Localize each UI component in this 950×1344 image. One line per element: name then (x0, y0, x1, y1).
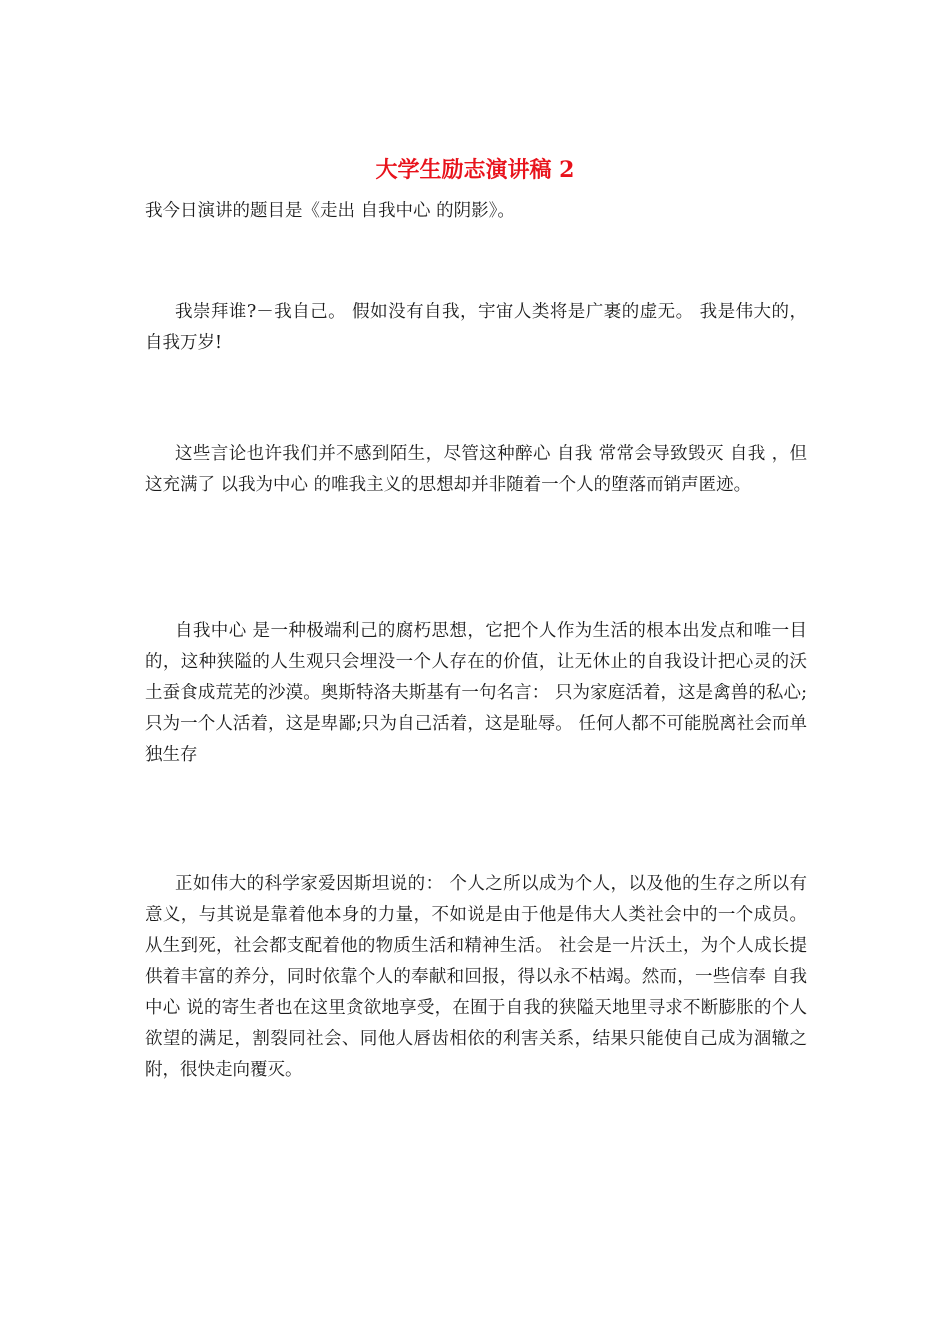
paragraph-1: 我崇拜谁?－我自己。 假如没有自我，宇宙人类将是广裹的虚无。 我是伟大的，自我万岁! (145, 302, 807, 353)
paragraph-2: 这些言论也许我们并不感到陌生，尽管这种醉心 自我 常常会导致毁灭 自我 ，但这充满了 以我为中心 的唯我主义的思想却并非随着一个人的堕落而销声匿迹。 (145, 444, 807, 495)
document-title: 大学生励志演讲稿 2 (375, 157, 575, 183)
paragraph-3: 自我中心 是一种极端利己的腐朽思想，它把个人作为生活的根本出发点和唯一目的，这种狭隘的人生观只会埋没一个人存在的价值，让无休止的自我设计把心灵的沃土蚕食成荒芜的沙漠。奥斯特洛夫斯基有一句名言： 只为家庭活着，这是禽兽的私心;只为一个人活着，这是卑鄙;只为自己活着，这是耻辱。 任何人都不可能脱离社会而单独生存 (145, 621, 807, 765)
paragraph-4: 正如伟大的科学家爱因斯坦说的： 个人之所以成为个人，以及他的生存之所以有意义，与其说是靠着他本身的力量，不如说是由于他是伟大人类社会中的一个成员。从生到死，社会都支配着他的物质生活和精神生活。 社会是一片沃土，为个人成长提供着丰富的养分，同时依靠个人的奉献和回报，得以永不枯竭。然而，一些信奉 自我中心 说的寄生者也在这里贪欲地享受，在囿于自我的狭隘天地里寻求不断膨胀的个人欲望的满足，割裂同社会、同他人唇齿相依的利害关系，结果只能使自己成为涸辙之附，很快走向覆灭。 (145, 874, 807, 1080)
paragraph-intro: 我今日演讲的题目是《走出 自我中心 的阴影》。 (145, 201, 515, 221)
